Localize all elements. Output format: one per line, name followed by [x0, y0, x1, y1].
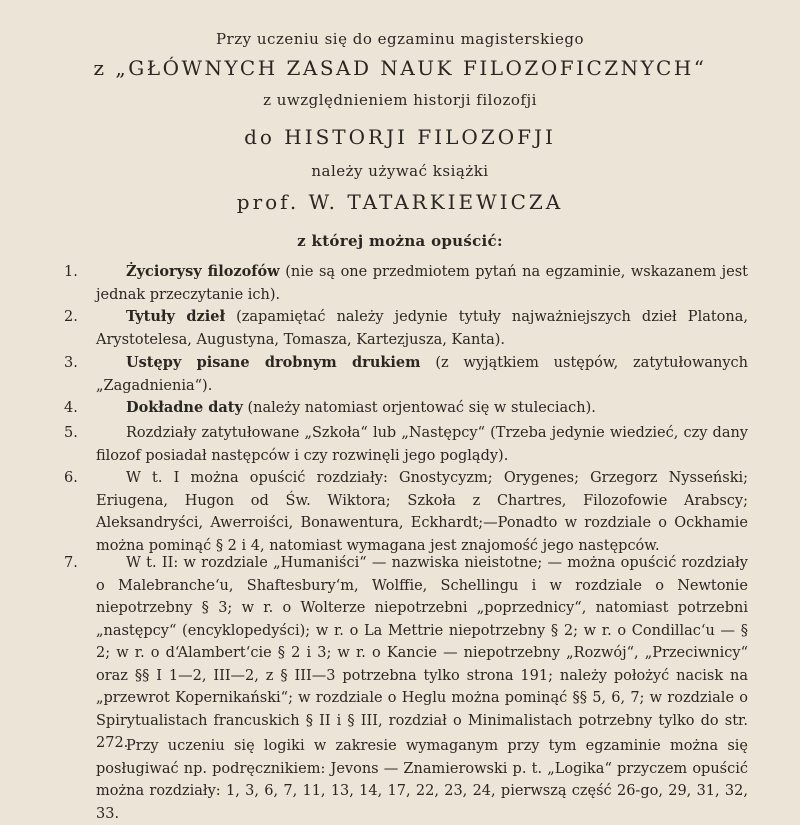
item-number: 5.	[64, 425, 78, 441]
item-bold: Dokładne daty	[126, 399, 243, 416]
item-bold: Ustępy pisane drobnym drukiem	[126, 354, 421, 371]
item-body	[96, 352, 748, 397]
item-body	[96, 261, 748, 306]
header-line-history-title: do HISTORJI FILOZOFJI	[244, 125, 556, 149]
item-body	[96, 397, 748, 420]
intro-line: z której można opuścić:	[297, 232, 503, 250]
header-line-exam: Przy uczeniu się do egzaminu magisterskiego	[215, 30, 585, 48]
item-number: 1.	[64, 264, 78, 280]
item-number: 7.	[64, 555, 78, 571]
item-number: 4.	[64, 400, 78, 416]
item-text: W t. II: w rozdziale „Humaniści“ — nazwiska nieistotne; — można opuścić rozdziały o Malebranche‘u, Shaftesbury‘m, Wolffie, Schellingu i w rozdziale o Newtonie niepotrzebny § 3; w r. o Wolterze niepotrzebni „poprzednicy“, natomiast potrzebni „następcy“ (encyklopedyści); w r. o La Mettrie niepotrzebny § 2; w r. o Condillac‘u — § 2; w r. o d‘Alambert‘cie § 2 i 3; w r. o Kancie — niepotrzebny „Rozwój“, „Przeciwnicy“ oraz §§ I 1—2, III—2, z § III—3 potrzebna tylko strona 191; należy położyć nacisk na „przewrot Kopernikański“; w rozdziale o Heglu można pominąć §§ 5, 6, 7; w rozdziale o Spirytualistach francuskich § II i § III, rozdział o Minimalistach potrzebny tylko do str. 272.	[96, 555, 748, 751]
closing-paragraph: Przy uczeniu się logiki w zakresie wymaganym przy tym egzaminie można się posługiwać np. podręcznikiem: Jevons — Znamierowski p. t. „Logika“ przyczem opuścić można rozdziały: 1, 3, 6, 7, 11, 13, 14, 17, 22, 23, 24, pierwszą część 26-go, 29, 31, 32, 33.	[96, 738, 748, 822]
item-body	[96, 422, 748, 467]
item-text: (nie są one przedmiotem pytań na egzaminie, wskazanem jest jednak przeczytanie ich).	[96, 264, 748, 303]
item-body	[96, 306, 748, 351]
item-number: 6.	[64, 470, 78, 486]
item-number: 2.	[64, 309, 78, 325]
header-line-author: prof. W. TATARKIEWICZA	[236, 190, 564, 214]
header-line-history-note: z uwzględnieniem historji filozofji	[263, 91, 537, 109]
item-bold: Życiorysy filozofów	[126, 263, 280, 280]
item-number: 3.	[64, 355, 78, 371]
item-body	[96, 467, 748, 557]
item-text: Rozdziały zatytułowane „Szkoła“ lub „Następcy“ (Trzeba jedynie wiedzieć, czy dany filozof posiadał następców i czy rozwinęli jego poglądy).	[96, 425, 748, 464]
header-line-course-title: z „GŁÓWNYCH ZASAD NAUK FILOZOFICZNYCH“	[93, 56, 707, 80]
header-line-book-note: należy używać książki	[311, 162, 489, 180]
item-text: (z wyjątkiem ustępów, zatytułowanych „Zagadnienia“).	[96, 355, 748, 394]
item-text: (należy natomiast orjentować się w stuleciach).	[242, 400, 596, 416]
item-body	[96, 552, 748, 755]
item-bold: Tytuły dzieł	[126, 308, 226, 325]
item-text: W t. I można opuścić rozdziały: Gnostycyzm; Orygenes; Grzegorz Nysseński; Eriugena, Hugon od Św. Wiktora; Szkoła z Chartres, Filozofowie Arabscy; Aleksandryści, Awerroiści, Bonawentura, Eckhardt;—Ponadto w rozdziale o Ockhamie można pominąć § 2 i 4, natomiast wymagana jest znajomość jego następców.	[96, 470, 748, 554]
item-text: (zapamiętać należy jedynie tytuły najważniejszych dzieł Platona, Arystotelesa, Augustyna, Tomasza, Kartezjusza, Kanta).	[96, 309, 748, 348]
